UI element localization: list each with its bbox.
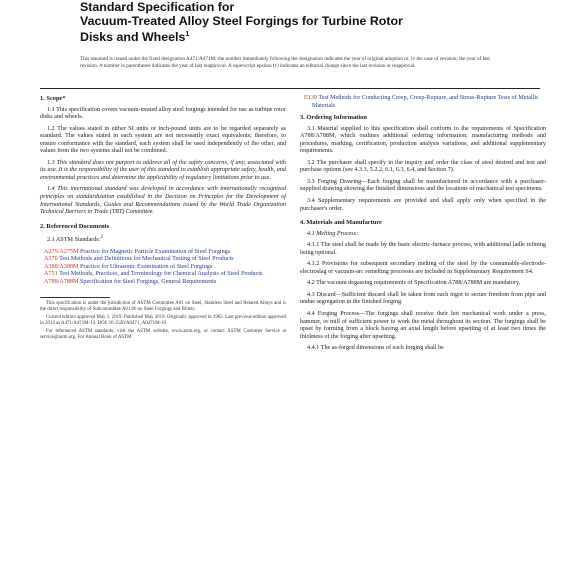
scope-1-3: 1.3 This standard does not purport to address all of the safety concerns, if any, associated with its use. It is the responsibility of the user of this standard to establish appropriate safety, health, and environmental practices and determine the applicability of regulatory limitations prior to use. [40, 159, 286, 181]
header-divider [40, 88, 540, 89]
left-column [40, 95, 286, 343]
ref-a275[interactable]: A275/A275M Practice for Magnetic Particle Examination of Steel Forgings [44, 248, 231, 255]
footnote-1: This specification is under the jurisdiction of ASTM Committee A01 on Steel, Stainless Steel and Related Alloys and is the direct responsibility of Subcommittee A01.06 on Steel Forgings and Billets. [40, 300, 286, 312]
materials-4-2: 4.2 The vacuum degassing requirements of Specification A788/A788M are mandatory. [307, 280, 521, 287]
materials-heading: 4. Materials and Manufacture [300, 219, 382, 227]
ordering-heading: 3. Ordering Information [300, 114, 367, 122]
footnote-divider [40, 297, 110, 298]
scope-heading: 1. Scope* [40, 95, 66, 102]
footnote-1b: Current edition approved May 1, 2019. Published May 2019. Originally approved in 1962. Last previous edition approved in 2014 as A471/A471M-14. DOI: 10.1520/A0471_A0471M-19. [40, 314, 286, 326]
materials-4-1-1: 4.1.1 The steel shall be made by the basic electric-furnace process, with additional ladle refining being optional. [300, 242, 546, 256]
ref-a370[interactable]: A370 Test Methods and Definitions for Mechanical Testing of Steel Products [44, 256, 234, 263]
title-line-1: Standard Specification for [80, 0, 235, 14]
materials-4-3: 4.3 Discard—Sufficient discard shall be taken from each ingot to secure freedom from pipe and undue segregation in the finished forging. [300, 291, 546, 306]
ref-e139[interactable]: E139 Test Methods for Conducting Creep, Creep-Rupture, and Stress-Rupture Tests of Metallic Materials [304, 95, 539, 109]
scope-1-2: 1.2 The values stated in either SI units or inch-pound units are to be regarded separately as standard. The values stated in each system are not necessarily exact equivalents; therefore, to ensure conformance with the standard, each system shall be used independently of the other, and values from the two systems shall not be combined. [40, 125, 286, 155]
title-footnote-marker: 1 [185, 31, 190, 38]
materials-4-1: 4.1 Melting Process: [307, 230, 359, 237]
scope-1-4: 1.4 This international standard was developed in accordance with internationally recognized principles on standardization established in the Decision on Principles for the Development of International Standards, Guides and Recommendations issued by the World Trade Organization Technical Barriers to Trade (TBT) Committee. [40, 186, 286, 216]
designation-notice: This standard is issued under the fixed designation A471/A471M; the number immediately following the designation indicates the year of original adoption or, in the case of revision, the year of last revision. A number in parentheses indicates the year of last reapproval. A superscript epsilon (ε) indicates an editorial change since the last revision or reapproval. [80, 56, 490, 69]
refs-heading: 2. Referenced Documents [40, 222, 110, 230]
ref-a788[interactable]: A788/A788M Specification for Steel Forgings, General Requirements [44, 278, 217, 285]
footnote-2: For referenced ASTM standards, visit the ASTM website, www.astm.org, or contact ASTM Customer Service at service@astm.org. For Annual Book of ASTM [40, 328, 286, 340]
ref-a751[interactable]: A751 Test Methods, Practices, and Terminology for Chemical Analysis of Steel Products [44, 271, 263, 278]
title-line-2: Vacuum-Treated Alloy Steel Forgings for Turbine Rotor [80, 14, 403, 28]
refs-intro: 2.1 ASTM Standards:$^2$ [47, 234, 103, 244]
scope-1-1: 1.1 This specification covers vacuum-treated alloy steel forgings intended for use as turbine rotor disks and wheels. [40, 106, 286, 121]
ordering-3-4: 3.4 Supplementary requirements are provided and shall apply only when specified in the purchaser's order. [300, 198, 546, 212]
document-title [80, 0, 500, 44]
ordering-3-3: 3.3 Forging Drawing—Each forging shall be manufactured in accordance with a purchaser-supplied drawing showing the finished dimensions and the locations of mechanical test specimens. [300, 178, 546, 193]
ref-a388[interactable]: A388/A388M Practice for Ultrasonic Examination of Steel Forgings [44, 263, 213, 270]
materials-4-1-2: 4.1.2 Provisions for subsequent secondary melting of the steel by the consumable-electrode-electroslag or vacuum-arc remelting processes are included in Supplementary Requirement S4. [300, 261, 546, 275]
ordering-3-2: 3.2 The purchaser shall specify in the inquiry and order the class of steel desired and test and purchase options (see 4.3.3, 5.2.2, 6.1, 6.3, 6.4, and Section 7). [300, 159, 546, 174]
materials-4-4-1: 4.4.1 The as-forged dimensions of each forging shall be [307, 345, 444, 352]
ordering-3-1: 3.1 Material supplied to this specification shall conform to the requirements of Specification A788/A788M, which outlines additional ordering information, manufacturing methods and procedures, marking, certification, production analysis variations, and additional supplementary requirements. [300, 125, 546, 155]
materials-4-4: 4.4 Forging Process—The forgings shall receive their hot mechanical work under a press, hammer, or mill of sufficient power to work the metal throughout its section. The forgings shall be upset by forming from a block having an axial length before upsetting of at least two times the thickness of the forging after upsetting. [300, 311, 546, 340]
right-column [300, 95, 546, 357]
title-line-3: Disks and Wheels$^1$ [80, 30, 190, 45]
